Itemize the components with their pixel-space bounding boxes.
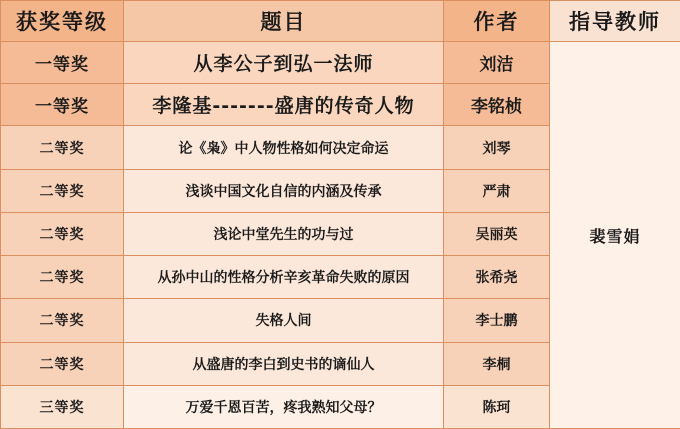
table-header-row [1, 1, 680, 42]
cell-author: 李桐 [444, 342, 550, 385]
cell-author: 李铭桢 [444, 84, 550, 126]
cell-grade: 二等奖 [1, 342, 124, 385]
cell-author: 张希尧 [444, 256, 550, 299]
cell-grade: 二等奖 [1, 212, 124, 255]
cell-grade: 二等奖 [1, 299, 124, 342]
cell-author: 刘琴 [444, 126, 550, 169]
cell-title: 失格人间 [124, 299, 444, 342]
cell-mentor: 裴雪娟 [550, 42, 680, 429]
cell-grade: 一等奖 [1, 42, 124, 84]
cell-author: 严肃 [444, 169, 550, 212]
cell-author: 陈珂 [444, 385, 550, 428]
cell-grade: 三等奖 [1, 385, 124, 428]
cell-title: 从孙中山的性格分析辛亥革命失败的原因 [124, 256, 444, 299]
cell-title: 万爱千恩百苦，疼我熟知父母？ [124, 385, 444, 428]
cell-title: 从盛唐的李白到史书的谪仙人 [124, 342, 444, 385]
header-mentor: 指导教师 [550, 1, 680, 42]
cell-title: 浅谈中国文化自信的内涵及传承 [124, 169, 444, 212]
header-author: 作者 [444, 1, 550, 42]
cell-grade: 二等奖 [1, 169, 124, 212]
cell-title: 李隆基-------盛唐的传奇人物 [124, 84, 444, 126]
header-grade: 获奖等级 [1, 1, 124, 42]
cell-author: 刘洁 [444, 42, 550, 84]
table-row [1, 42, 680, 84]
cell-title: 浅论中堂先生的功与过 [124, 212, 444, 255]
cell-title: 论《枭》中人物性格如何决定命运 [124, 126, 444, 169]
cell-author: 李士鹏 [444, 299, 550, 342]
cell-title: 从李公子到弘一法师 [124, 42, 444, 84]
cell-grade: 二等奖 [1, 126, 124, 169]
cell-author: 吴丽英 [444, 212, 550, 255]
cell-grade: 一等奖 [1, 84, 124, 126]
header-title: 题目 [124, 1, 444, 42]
cell-grade: 二等奖 [1, 256, 124, 299]
